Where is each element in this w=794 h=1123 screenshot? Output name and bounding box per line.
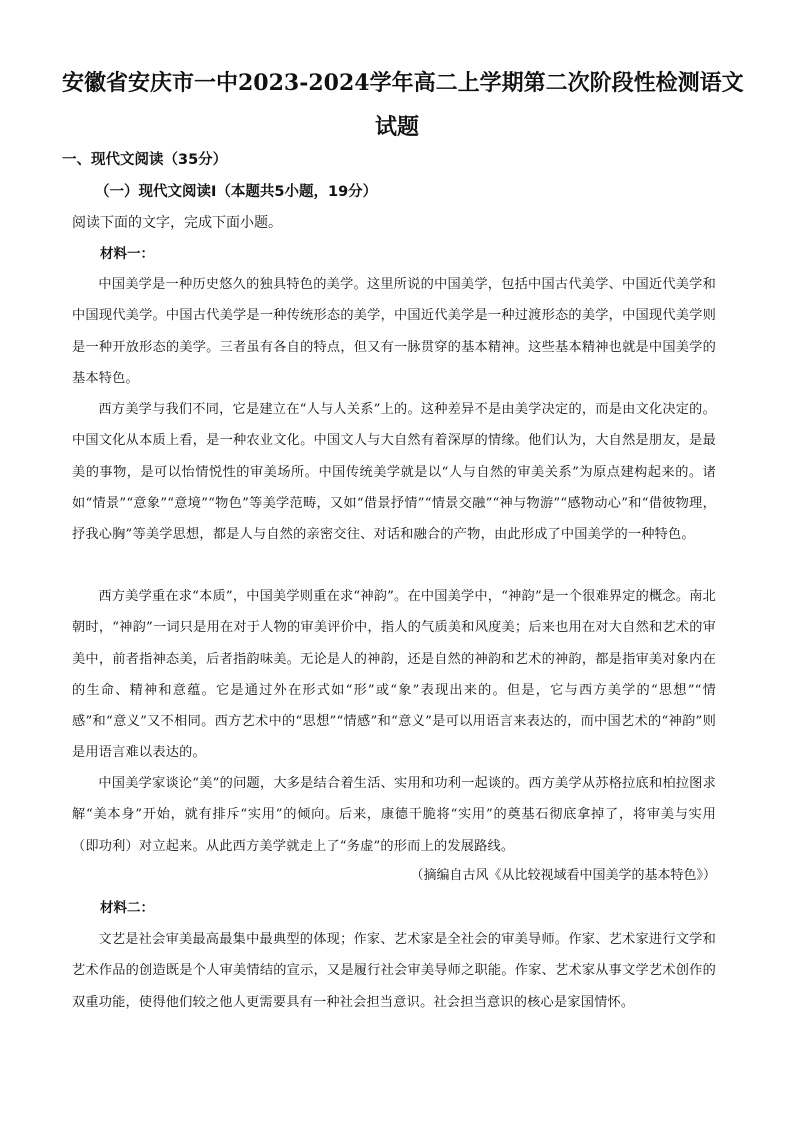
material1-paragraph-2: 西方美学与我们不同，它是建立在“人与人关系”上的。这种差异不是由美学决定的，而是由文化决定的。中国文化从本质上看，是一种农业文化。中国文人与大自然有着深厚的情缘。他们认为，大自然是朋友，是最美的事物，是可以怡情悦性的审美场所。中国传统美学就是以“人与自然的审美关系”为原点建构起来的。诸如“情景”“意象”“意境”“物色”等美学范畴，又如“借景抒情”“情景交融”“神与物游”“感物动心”和“借彼物理，抒我心胸”等美学思想，都是人与自然的亲密交往、对话和融合的产物，由此形成了中国美学的一种特色。 <box>72 402 716 543</box>
material1-paragraph-4: 中国美学家谈论“美”的问题，大多是结合着生活、实用和功利一起谈的。西方美学从苏格拉底和柏拉图求解“美本身”开始，就有排斥“实用”的倾向。后来，康德干脆将“实用”的奠基石彻底拿掉了，将审美与实用（即功利）对立起来。从此西方美学就走上了“务虚”的形而上的发展路线。 <box>72 776 716 854</box>
material1-label: 材料一： <box>100 246 154 262</box>
material1-paragraph-3: 西方美学重在求“本质”，中国美学则重在求“神韵”。在中国美学中，“神韵”是一个很难界定的概念。南北朝时，“神韵”一词只是用在对于人物的审美评价中，指人的气质美和风度美；后来也用在对大自然和艺术的审美中，前者指神态美，后者指韵味美。无论是人的神韵，还是自然的神韵和艺术的神韵，都是指审美对象内在的生命、精神和意蕴。它是通过外在形式如“形”或“象”表现出来的。但是，它与西方美学的“思想”“情感”和“意义”又不相同。西方艺术中的“思想”“情感”和“意义”是可以用语言来表达的，而中国艺术的“神韵”则是用语言难以表达的。 <box>72 589 716 761</box>
subsection-heading: （一）现代文阅读Ⅰ（本题共5小题，19分） <box>95 184 378 200</box>
material1-paragraph-1: 中国美学是一种历史悠久的独具特色的美学。这里所说的中国美学，包括中国古代美学、中国近代美学和中国现代美学。中国古代美学是一种传统形态的美学，中国近代美学是一种过渡形态的美学，中国现代美学则是一种开放形态的美学。三者虽有各自的特点，但又有一脉贯穿的基本精神。这些基本精神也就是中国美学的基本特色。 <box>72 277 716 386</box>
document-title-line1: 安徽省安庆市一中2023-2024学年高二上学期第二次阶段性检测语文 <box>62 70 744 96</box>
material2-label: 材料二： <box>100 900 154 916</box>
material1-source: （摘编自古风《从比较视域看中国美学的基本特色》） <box>410 868 716 883</box>
section-heading: 一、现代文阅读（35分） <box>62 152 228 168</box>
document-title-line2: 试题 <box>374 114 419 140</box>
reading-instruction: 阅读下面的文字，完成下面小题。 <box>72 215 282 231</box>
material2-paragraph-1: 文艺是社会审美最高最集中最典型的体现；作家、艺术家是全社会的审美导师。作家、艺术家进行文学和艺术作品的创造既是个人审美情结的宣示，又是履行社会审美导师之职能。作家、艺术家从事文学艺术创作的双重功能，使得他们较之他人更需要具有一种社会担当意识。社会担当意识的核心是家国情怀。 <box>72 932 716 1010</box>
